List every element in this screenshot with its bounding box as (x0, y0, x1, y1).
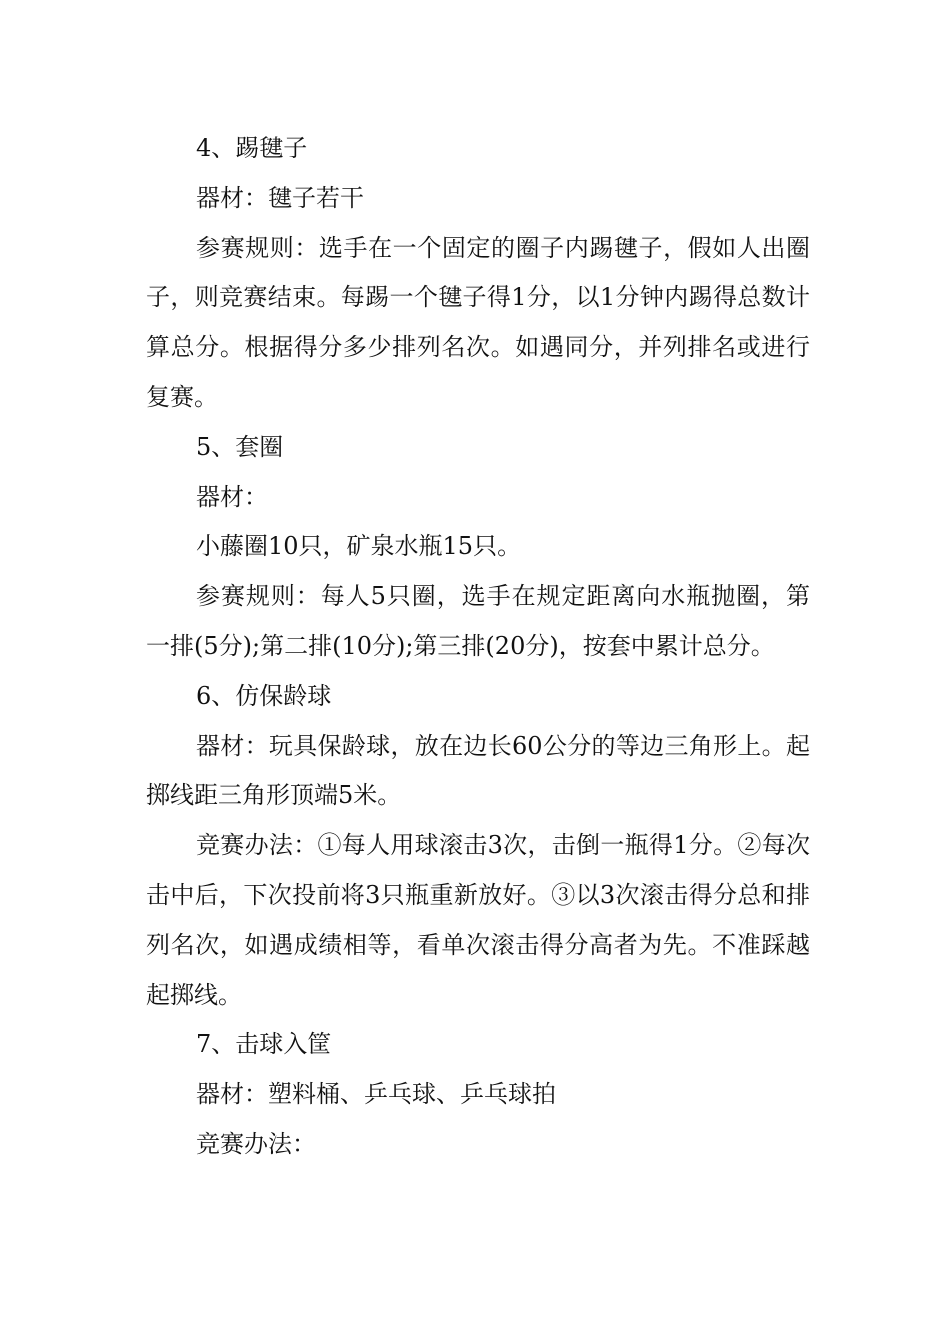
rules-bowling: 竞赛办法：①每人用球滚击3次，击倒一瓶得1分。②每次击中后，下次投前将3只瓶重新放好。③以3次滚击得分总和排列名次，如遇成绩相等，看单次滚击得分高者为先。不准踩越起掷线。 (146, 831, 810, 1009)
equipment-label-ring-toss: 器材： (196, 482, 268, 511)
equipment-shuttlecock: 器材：毽子若干 (196, 183, 364, 212)
heading-6-bowling: 6、仿保龄球 (196, 681, 332, 710)
rules-label-ball-into-basket: 竞赛办法： (196, 1129, 316, 1158)
heading-5-ring-toss: 5、套圈 (196, 432, 284, 461)
heading-7-ball-into-basket: 7、击球入筐 (196, 1030, 332, 1059)
equipment-ball-into-basket: 器材：塑料桶、乒乓球、乒乓球拍 (196, 1080, 556, 1109)
equipment-ring-toss: 小藤圈10只，矿泉水瓶15只。 (196, 532, 522, 561)
heading-4-shuttlecock: 4、踢毽子 (196, 134, 308, 162)
document-body (146, 124, 810, 1170)
equipment-bowling: 器材：玩具保龄球，放在边长60公分的等边三角形上。起掷线距三角形顶端5米。 (146, 731, 810, 810)
rules-ring-toss: 参赛规则：每人5只圈，选手在规定距离向水瓶抛圈，第一排(5分);第二排(10分);第三排(20分)，按套中累计总分。 (146, 582, 810, 660)
rules-shuttlecock: 参赛规则：选手在一个固定的圈子内踢毽子，假如人出圈子，则竞赛结束。每踢一个毽子得1分，以1分钟内踢得总数计算总分。根据得分多少排列名次。如遇同分，并列排名或进行复赛。 (146, 233, 810, 411)
